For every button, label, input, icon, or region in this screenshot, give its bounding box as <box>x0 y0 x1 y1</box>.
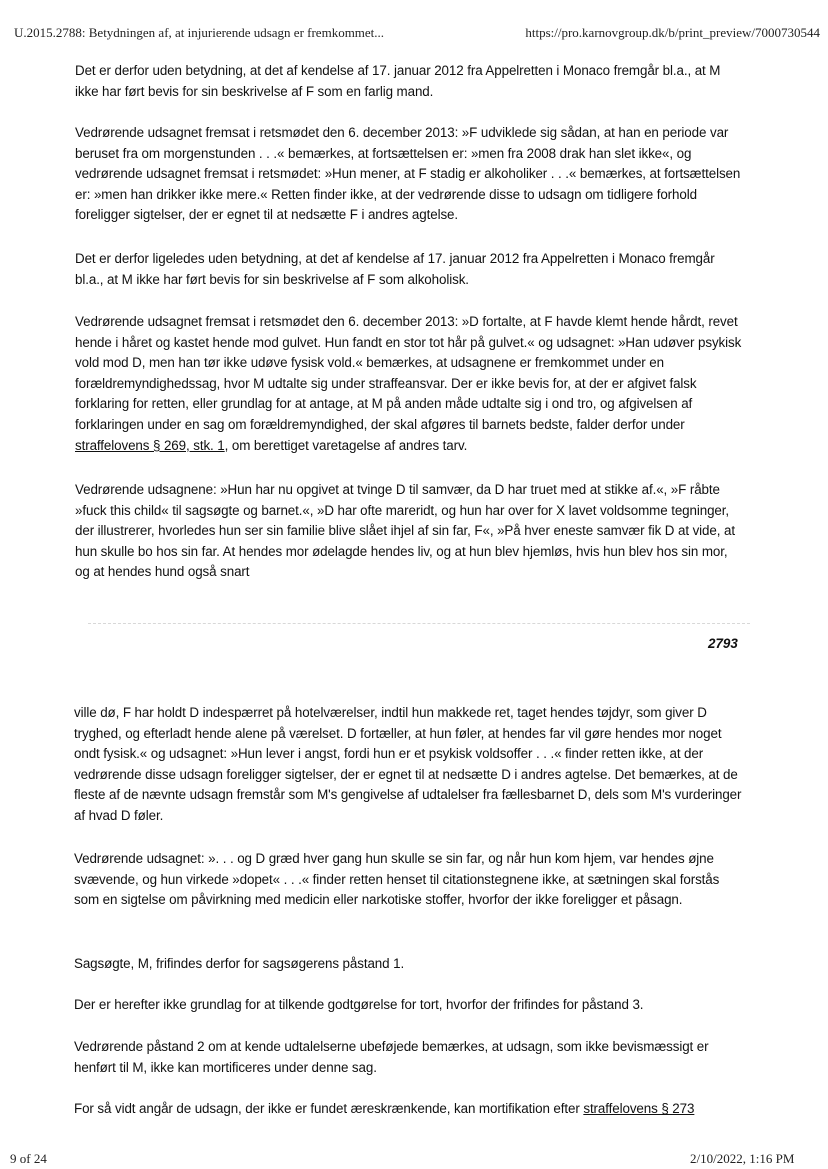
paragraph-text: For så vidt angår de udsagn, der ikke er fundet æreskrænkende, kan mortifikation efter <box>74 1101 580 1116</box>
print-header-title: U.2015.2788: Betydningen af, at injurierende udsagn er fremkommet... <box>14 25 385 40</box>
paragraph-text: Vedrørende påstand 2 om at kende udtalelserne ubeføjede bemærkes, at udsagn, som ikke bevismæssigt er henført til M, ikke kan mortificeres under denne sag. <box>74 1039 709 1075</box>
paragraph <box>74 849 744 911</box>
paragraph <box>75 249 745 290</box>
paragraph <box>75 123 745 226</box>
law-reference-link[interactable]: straffelovens § 269, stk. 1 <box>75 437 225 453</box>
paragraph <box>74 1037 744 1078</box>
paragraph <box>74 995 744 1016</box>
paragraph <box>74 703 744 827</box>
page-break-divider <box>88 623 750 624</box>
print-header-url: https://pro.karnovgroup.dk/b/print_preview/7000730544 <box>525 25 820 40</box>
page-number: 2793 <box>708 636 738 651</box>
paragraph-text: Det er derfor uden betydning, at det af kendelse af 17. januar 2012 fra Appelretten i Monaco fremgår bl.a., at M ikke har ført bevis for sin beskrivelse af F som en farlig mand. <box>75 63 721 99</box>
paragraph <box>75 312 745 456</box>
paragraph-text: Sagsøgte, M, frifindes derfor for sagsøgerens påstand 1. <box>74 956 405 971</box>
paragraph-text: Det er derfor ligeledes uden betydning, at det af kendelse af 17. januar 2012 fra Appelretten i Monaco fremgår bl.a., at M ikke har ført bevis for sin beskrivelse af F som alkoholisk. <box>75 251 715 287</box>
paragraph <box>75 480 745 583</box>
paragraph <box>74 1099 744 1120</box>
print-footer-page-count: 9 of 24 <box>10 1151 47 1166</box>
law-reference-link[interactable]: straffelovens § 273 <box>583 1101 695 1116</box>
paragraph-text: Vedrørende udsagnet fremsat i retsmødet den 6. december 2013: »D fortalte, at F havde klemt hende hårdt, revet hende i håret og kastet hende mod gulvet. Hun fandt en stor tot hår på gulvet.« og udsagnet: »Han udøver psykisk vold mod D, men han tør ikke udøve fysisk vold.« bemærkes, at udsagnene er fremkommet under en forældremyndighedssag, hvor M udtalte sig under straffeansvar. Der er ikke bevis for, at der er afgivet falsk forklaring for retten, eller grundlag for at antage, at M på anden måde udtalte sig i ond tro, og afgivelsen af forklaringen under en sag om forældremyndighed, der skal afgøres til barnets bedste, falder derfor under <box>75 314 742 432</box>
paragraph-text: Vedrørende udsagnet: ». . . og D græd hver gang hun skulle se sin far, og når hun kom hjem, var hendes øjne svævende, og hun virkede »dopet« . . .« finder retten henset til citationstegnene ikke, at sætningen skal forstås som en sigtelse om påvirkning med medicin eller narkotiske stoffer, hvorfor der ikke foreligger et påsagn. <box>74 851 720 908</box>
paragraph-text: Der er herefter ikke grundlag for at tilkende godtgørelse for tort, hvorfor der frifindes for påstand 3. <box>74 997 644 1012</box>
paragraph <box>75 61 745 102</box>
paragraph-text: Vedrørende udsagnene: »Hun har nu opgivet at tvinge D til samvær, da D har truet med at stikke af.«, »F råbte »fuck this child« til sagsøgte og barnet.«, »D har ofte mareridt, og hun har over for X lavet voldsomme tegninger, der illustrerer, hvorledes hun ser sin familie blive slået ihjel af sin far, F«, »På hver eneste samvær fik D at vide, at hun skulle bo hos sin far. At hendes mor ødelagde hendes liv, og at hun blev hjemløs, hvis hun blev hos sin mor, og at hendes hund også snart <box>75 482 735 580</box>
print-footer-datetime: 2/10/2022, 1:16 PM <box>690 1151 795 1166</box>
paragraph-text: ville dø, F har holdt D indespærret på hotelværelser, indtil hun makkede ret, taget hendes tøjdyr, som giver D tryghed, og efterladt hende alene på værelset. D fortæller, at hun føler, at hendes far vil gøre hendes mor noget ondt fysisk.« og udsagnet: »Hun lever i angst, fordi hun er et psykisk voldsoffer . . .« finder retten ikke, at der vedrørende disse udsagn foreligger sigtelser, der er egnet til at nedsætte D i andres agtelse. Det bemærkes, at de fleste af de nævnte udsagn fremstår som M's gengivelse af udtalelser fra fællesbarnet D, dels som M's vurderinger af hvad D føler. <box>74 705 742 823</box>
paragraph-text-continued: , om berettiget varetagelse af andres tarv. <box>224 437 468 453</box>
paragraph <box>74 954 744 975</box>
paragraph-text: Vedrørende udsagnet fremsat i retsmødet den 6. december 2013: »F udviklede sig sådan, at han en periode var beruset fra om morgenstunden . . .« bemærkes, at fortsættelsen er: »men fra 2008 drak han slet ikke«, og vedrørende udsagnet fremsat i retsmødet: »Hun mener, at F stadig er alkoholiker . . .« bemærkes, at fortsættelsen er: »men han drikker ikke mere.« Retten finder ikke, at der vedrørende disse to udsagn om tidligere forhold foreligger sigtelser, der er egnet til at nedsætte F i andres agtelse. <box>75 125 741 223</box>
